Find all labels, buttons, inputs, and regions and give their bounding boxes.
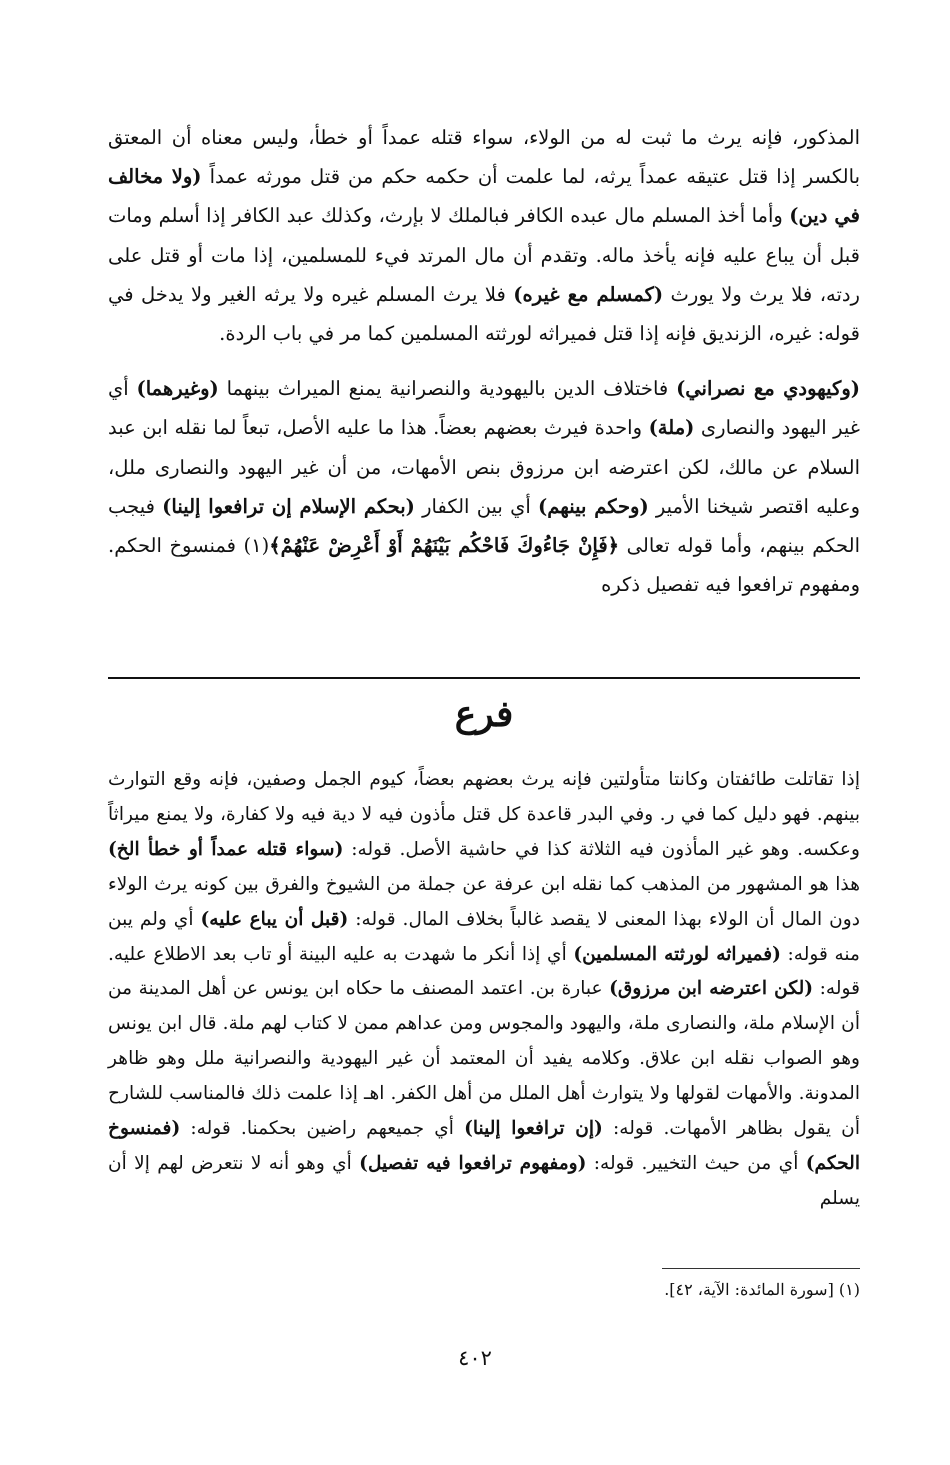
text-run: فيجب الحكم بينهم، وأما قوله تعالى (108, 494, 860, 558)
main-text-block (108, 118, 860, 604)
bold-phrase: (وغيرهما) (136, 377, 219, 401)
bold-phrase: (قبل أن يباع عليه) (200, 908, 349, 930)
text-run: وأما أخذ المسلم مال عبده الكافر فبالملك لا بإرث، وكذلك عبد الكافر إذا أسلم ومات قبل أن يباع عليه فإنه يأخذ ماله. وتقدم أن مال المرتد فيء للمسلمين، إذا مات أو قتل على ردته، فلا يرث ولا يورث (108, 204, 860, 306)
text-run: إذا تقاتلت طائفتان وكانتا متأولتين فإنه يرث بعضهم بعضاً، كيوم الجمل وصفين، فإنه وقع التوارث بينهم. فهو دليل كما في ر. وفي البدر قاعدة كل قتل مأذون فيه لا دية فيه ولا كفارة، ولا يمنع ميراثاً وعكسه. وهو غير المأذون فيه الثلاثة كذا في حاشية الأصل. قوله: (108, 769, 860, 860)
bold-phrase: (سواء قتله عمداً أو خطأ الخ) (108, 838, 344, 860)
footnote: (١) [سورة المائدة: الآية، ٤٢]. (664, 1280, 860, 1299)
text-run: أي بين الكفار (414, 494, 539, 518)
main-paragraph-2 (108, 369, 860, 604)
text-run: فاختلاف الدين باليهودية والنصرانية يمنع الميراث بينهما (218, 377, 677, 401)
section-divider (108, 677, 860, 679)
main-paragraph-1 (108, 118, 860, 353)
text-run: عبارة بن. اعتمد المصنف ما حكاه ابن يونس عن أهل المدينة من أن الإسلام ملة، والنصارى ملة، واليهود والمجوس ومن عداهم ممن لا كتاب لهم ملة. قال ابن يونس وهو الصواب نقله ابن علاق. وكلامه يفيد أن المعتمد أن غير اليهودية والنصرانية ملل وهو ظاهر المدونة. والأمهات لقولها ولا يتوارث أهل الملل من أهل الكفر. اهـ إذا علمت ذلك فالمناسب للشارح أن يقول بظاهر الأمهات. قوله: (108, 978, 860, 1140)
bold-phrase: ﴿فَإِنْ جَاءُوكَ فَاحْكُم بَيْنَهُمْ أَوْ أَعْرِضْ عَنْهُمْ﴾ (269, 534, 620, 558)
text-run: أي من حيث التخيير. قوله: (586, 1152, 806, 1174)
bold-phrase: (كمسلم مع غيره) (513, 282, 664, 306)
section-heading: فرع (454, 693, 514, 735)
page-number: ٤٠٢ (458, 1346, 492, 1370)
commentary-block (108, 763, 860, 1217)
text-run: أي غير اليهود والنصارى (108, 377, 860, 440)
bold-phrase: (ولا مخالف في دين) (108, 165, 860, 228)
bold-phrase: (إن ترافعوا إلينا) (464, 1118, 603, 1140)
bold-phrase: (ملة) (648, 416, 695, 440)
bold-phrase: (فمنسوخ الحكم) (108, 1118, 860, 1174)
bold-phrase: (وحكم بينهم) (538, 494, 649, 518)
text-run: أي ولم يبن منه قوله: (108, 908, 861, 965)
footnote-rule (662, 1268, 860, 1269)
commentary-paragraph (108, 763, 860, 1217)
text-run: (١) فمنسوخ الحكم. ومفهوم ترافعوا فيه تفصيل ذكره (108, 534, 860, 597)
bold-phrase: (بحكم الإسلام إن ترافعوا إلينا) (162, 494, 415, 518)
text-run: واحدة فيرث بعضهم بعضاً. هذا ما عليه الأصل، تبعاً لما نقله ابن عبد السلام عن مالك، لكن اعترضه ابن مرزوق بنص الأمهات، من أن غير اليهود والنصارى ملل، وعليه اقتصر شيخنا الأمير (108, 416, 860, 518)
bold-phrase: (لكن اعترضه ابن مرزوق) (609, 978, 814, 1000)
text-run: أي إذا أنكر ما شهدت به عليه البينة أو تاب بعد الاطلاع عليه. قوله: (108, 943, 860, 1000)
text-run: أي وهو أنه لا نتعرض لهم إلا أن يسلم (108, 1152, 860, 1209)
bold-phrase: (وكيهودي مع نصراني) (676, 377, 860, 401)
text-run: المذكور، فإنه يرث ما ثبت له من الولاء، سواء قتله عمداً أو خطأ، وليس معناه أن المعتق بالكسر إذا قتل عتيقه عمداً يرثه، لما علمت أن حكمه حكم من قتل مورثه عمداً (108, 126, 860, 189)
bold-phrase: (ومفهوم ترافعوا فيه تفصيل) (359, 1152, 587, 1174)
text-run: أي جميعهم راضين بحكمنا. قوله: (180, 1118, 465, 1140)
text-run: هذا هو المشهور من المذهب كما نقله ابن عرفة عن جملة من الشيوخ والفرق بين كونه يرث الولاء دون المال أن الولاء بهذا المعنى لا يقصد غالباً بخلاف المال. قوله: (108, 873, 860, 930)
text-run: فلا يرث المسلم غيره ولا يرثه الغير ولا يدخل في قوله: غيره، الزنديق فإنه إذا قتل فميراثه لورثته المسلمين كما مر في باب الردة. (108, 282, 860, 346)
bold-phrase: (فميراثه لورثته المسلمين) (573, 943, 781, 965)
